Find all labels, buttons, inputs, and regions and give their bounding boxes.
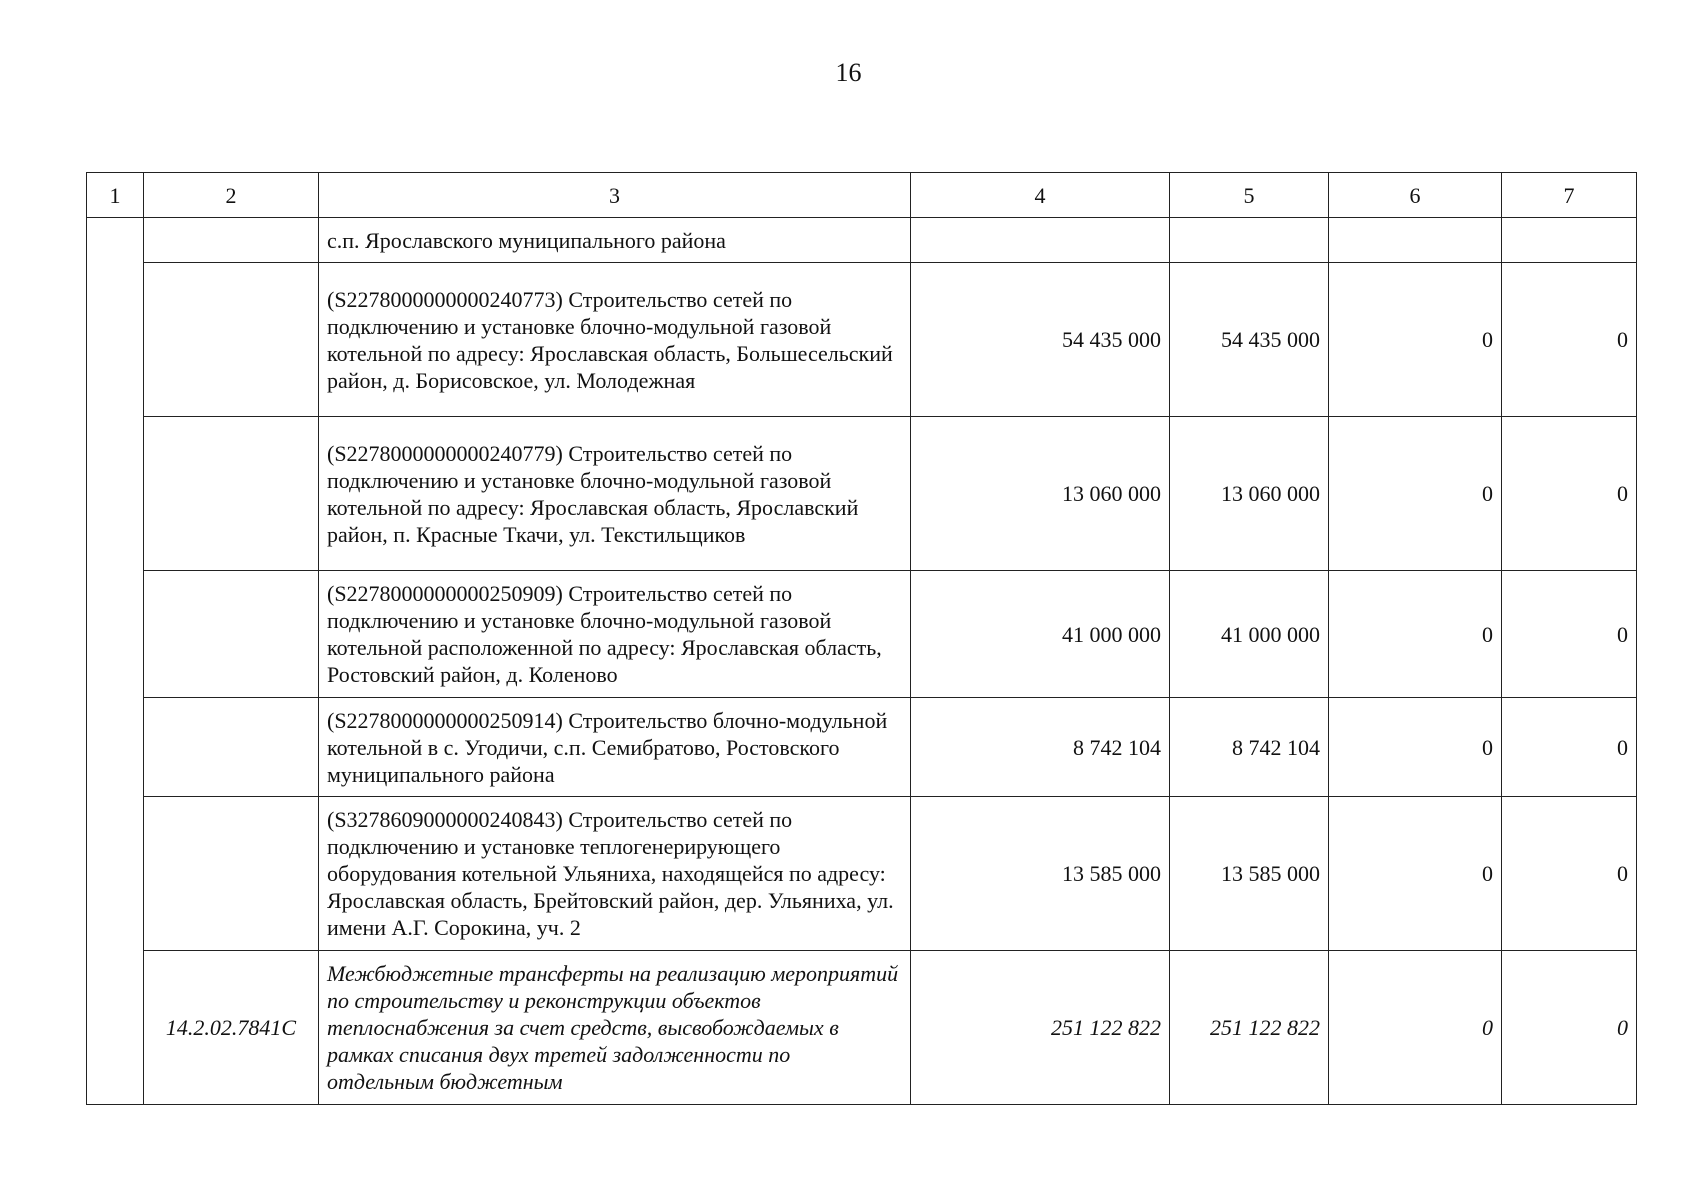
column-7-cell: 0: [1502, 797, 1637, 951]
header-cell: 7: [1502, 173, 1637, 218]
table-row: [87, 417, 1637, 571]
column-4-cell: [911, 218, 1170, 263]
code-cell: 14.2.02.7841С: [144, 951, 319, 1105]
column-6-cell: 0: [1329, 571, 1502, 698]
table-row: [87, 218, 1637, 263]
column-6-cell: 0: [1329, 417, 1502, 571]
column-4-cell: 251 122 822: [911, 951, 1170, 1105]
description-cell: Межбюджетные трансферты на реализацию мероприятий по строительству и реконструкции объектов теплоснабжения за счет средств, высвобождаемых в рамках списания двух третей задолженности по отдельным бюджетным: [319, 951, 911, 1105]
column-5-cell: [1170, 218, 1329, 263]
description-cell: (S3278609000000240843) Строительство сетей по подключению и установке теплогенерирующего оборудования котельной Ульяниха, находящейся по адресу: Ярославская область, Брейтовский район, дер. Ульяниха, ул. имени А.Г. Сорокина, уч. 2: [319, 797, 911, 951]
column-5-cell: 54 435 000: [1170, 263, 1329, 417]
column-4-cell: 54 435 000: [911, 263, 1170, 417]
header-cell: 4: [911, 173, 1170, 218]
column-4-cell: 13 060 000: [911, 417, 1170, 571]
column-6-cell: 0: [1329, 263, 1502, 417]
column-4-cell: 13 585 000: [911, 797, 1170, 951]
code-cell: [144, 571, 319, 698]
table-row: [87, 263, 1637, 417]
column-7-cell: [1502, 218, 1637, 263]
page-number: 16: [835, 58, 862, 87]
table-row: [87, 698, 1637, 797]
column-5-cell: 13 060 000: [1170, 417, 1329, 571]
description-cell: (S2278000000000250909) Строительство сетей по подключению и установке блочно-модульной газовой котельной расположенной по адресу: Ярославская область, Ростовский район, д. Коленово: [319, 571, 911, 698]
column-6-cell: 0: [1329, 951, 1502, 1105]
table-row: [87, 571, 1637, 698]
table-row: [87, 797, 1637, 951]
header-cell: 6: [1329, 173, 1502, 218]
table-header-row: [87, 173, 1637, 218]
code-cell: [144, 797, 319, 951]
column-5-cell: 251 122 822: [1170, 951, 1329, 1105]
code-cell: [144, 417, 319, 571]
column-5-cell: 13 585 000: [1170, 797, 1329, 951]
header-cell: 5: [1170, 173, 1329, 218]
column-5-cell: 41 000 000: [1170, 571, 1329, 698]
column-7-cell: 0: [1502, 951, 1637, 1105]
description-cell: с.п. Ярославского муниципального района: [319, 218, 911, 263]
column-5-cell: 8 742 104: [1170, 698, 1329, 797]
description-cell: (S2278000000000240779) Строительство сетей по подключению и установке блочно-модульной газовой котельной по адресу: Ярославская область, Ярославский район, п. Красные Ткачи, ул. Текстильщиков: [319, 417, 911, 571]
description-cell: (S2278000000000240773) Строительство сетей по подключению и установке блочно-модульной газовой котельной по адресу: Ярославская область, Большесельский район, д. Борисовское, ул. Молодежная: [319, 263, 911, 417]
column-7-cell: 0: [1502, 417, 1637, 571]
column-7-cell: 0: [1502, 571, 1637, 698]
column-6-cell: [1329, 218, 1502, 263]
code-cell: [144, 698, 319, 797]
code-cell: [144, 263, 319, 417]
header-cell: 3: [319, 173, 911, 218]
column-4-cell: 8 742 104: [911, 698, 1170, 797]
column-1-cell: [87, 218, 144, 1105]
column-6-cell: 0: [1329, 698, 1502, 797]
budget-table: [86, 172, 1637, 1105]
table-row: [87, 951, 1637, 1105]
column-7-cell: 0: [1502, 263, 1637, 417]
description-cell: (S2278000000000250914) Строительство блочно-модульной котельной в с. Угодичи, с.п. Семибратово, Ростовского муниципального района: [319, 698, 911, 797]
header-cell: 1: [87, 173, 144, 218]
code-cell: [144, 218, 319, 263]
column-4-cell: 41 000 000: [911, 571, 1170, 698]
header-cell: 2: [144, 173, 319, 218]
column-7-cell: 0: [1502, 698, 1637, 797]
column-6-cell: 0: [1329, 797, 1502, 951]
